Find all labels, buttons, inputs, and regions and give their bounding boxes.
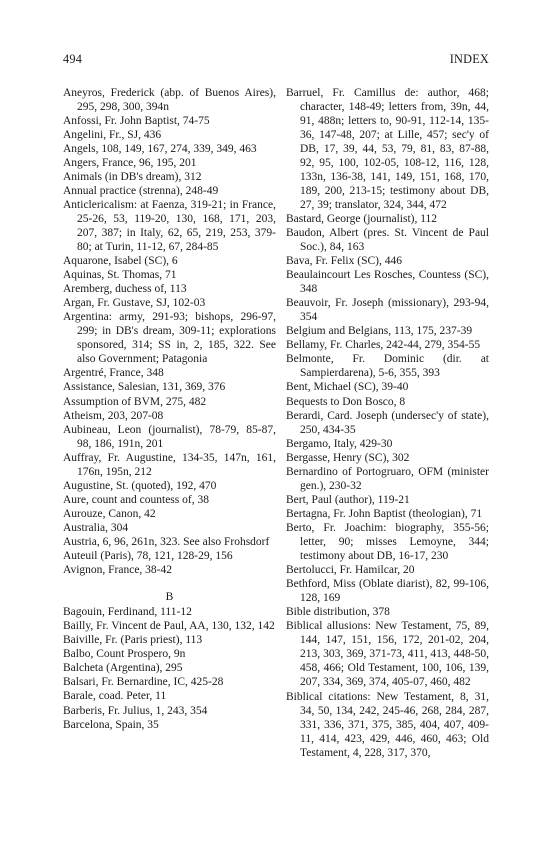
index-entry: Argentré, France, 348: [63, 367, 164, 380]
index-entry: Argentina: army, 291-93; bishops, 296-97, 299; in DB's dream, 309-11; explorations sponsored, 314; SS in, 2, 185, 322. See also Government; Patagonia: [63, 311, 276, 366]
index-entry: Bergasse, Henry (SC), 302: [286, 451, 410, 464]
index-entry: Bert, Paul (author), 119-21: [286, 493, 410, 506]
index-entry: Annual practice (strenna), 248-49: [63, 184, 219, 197]
index-entry: Angelini, Fr., SJ, 436: [63, 128, 162, 141]
index-entry: Aquarone, Isabel (SC), 6: [63, 255, 178, 268]
index-entry: Augustine, St. (quoted), 192, 470: [63, 479, 217, 492]
index-entry: Assumption of BVM, 275, 482: [63, 395, 207, 408]
index-entry: Bible distribution, 378: [286, 606, 390, 619]
index-entry: Animals (in DB's dream), 312: [63, 170, 202, 183]
index-entry: Berto, Fr. Joachim: biography, 355-56; letter, 90; misses Lemoyne, 344; testimony about DB, 16-17, 230: [286, 521, 489, 563]
index-entry: Auteuil (Paris), 78, 121, 128-29, 156: [63, 550, 233, 563]
index-entry: Biblical allusions: New Testament, 75, 89, 144, 147, 151, 156, 172, 201-02, 204, 213, 303, 369, 371-73, 411, 413, 448-50, 458, 466; Old Testament, 100, 106, 139, 207, 334, 369, 374, 405-07, 460, 482: [286, 620, 489, 689]
index-entry: Aremberg, duchess of, 113: [63, 283, 187, 296]
index-entry: Bellamy, Fr. Charles, 242-44, 279, 354-55: [286, 339, 481, 352]
index-entry: Bernardino of Portogruaro, OFM (minister gen.), 230-32: [286, 465, 489, 492]
index-entry: Bequests to Don Bosco, 8: [286, 395, 406, 408]
index-entry: Barruel, Fr. Camillus de: author, 468; character, 148-49; letters from, 39n, 44, 91, 488n; letters to, 90-91, 112-14, 135-36, 147-48, 207; at Lille, 457; sec'y of DB, 17, 39, 44, 53, 79, 81, 83, 87-88, 92, 95, 100, 102-05, 108-12, 116, 128, 133n, 136-38, 141, 149, 151, 168, 170, 189, 200, 213-15; testimony about DB, 27, 39; translator, 324, 344, 472: [286, 86, 489, 211]
index-entry: Argan, Fr. Gustave, SJ, 102-03: [63, 297, 206, 310]
index-entry: Bertagna, Fr. John Baptist (theologian), 71: [286, 507, 483, 520]
running-title: INDEX: [449, 52, 489, 66]
index-entry: Balsari, Fr. Bernardine, IC, 425-28: [63, 676, 224, 689]
index-entry: Bailly, Fr. Vincent de Paul, AA, 130, 132, 142: [63, 620, 275, 633]
index-entry: Bergamo, Italy, 429-30: [286, 437, 393, 450]
index-entry: Aure, count and countess of, 38: [63, 493, 209, 506]
index-entry: Anticlericalism: at Faenza, 319-21; in France, 25-26, 53, 119-20, 130, 168, 171, 203, 207, 387; in Italy, 62, 65, 219, 253, 379-80; at Turin, 11-12, 67, 284-85: [63, 198, 276, 254]
index-entry: Baudon, Albert (pres. St. Vincent de Paul Soc.), 84, 163: [286, 226, 489, 254]
index-entry: Beaulaincourt Les Rosches, Countess (SC), 348: [286, 269, 489, 296]
index-entry: Bertolucci, Fr. Hamilcar, 20: [286, 564, 415, 577]
index-entry: Bent, Michael (SC), 39-40: [286, 381, 409, 394]
index-entry: Avignon, France, 38-42: [63, 564, 173, 577]
index-entry: Balbo, Count Prospero, 9n: [63, 648, 186, 661]
index-entry: Anfossi, Fr. John Baptist, 74-75: [63, 114, 210, 127]
index-entry: Bava, Fr. Felix (SC), 446: [286, 255, 402, 268]
index-entry: Atheism, 203, 207-08: [63, 409, 164, 422]
index-entry: Barale, coad. Peter, 11: [63, 690, 167, 703]
index-entry: Assistance, Salesian, 131, 369, 376: [63, 381, 226, 394]
index-entry: Bethford, Miss (Oblate diarist), 82, 99-106, 128, 169: [286, 578, 489, 605]
index-entry: Auffray, Fr. Augustine, 134-35, 147n, 161, 176n, 195n, 212: [63, 451, 276, 478]
index-section-letter: B: [165, 591, 174, 604]
index-entry: Aneyros, Frederick (abp. of Buenos Aires), 295, 298, 300, 394n: [63, 86, 276, 113]
index-entry: Belgium and Belgians, 113, 175, 237-39: [286, 325, 473, 338]
index-entry: Barberis, Fr. Julius, 1, 243, 354: [63, 704, 208, 717]
index-entry: Belmonte, Fr. Dominic (dir. at Sampierdarena), 5-6, 355, 393: [286, 353, 489, 380]
index-entry: Beauvoir, Fr. Joseph (missionary), 293-94, 354: [286, 297, 489, 324]
index-entry: Baiville, Fr. (Paris priest), 113: [63, 634, 203, 647]
index-entry: Berardi, Card. Joseph (undersec'y of state), 250, 434-35: [286, 409, 489, 436]
index-entry: Biblical citations: New Testament, 8, 31, 34, 50, 134, 242, 245-46, 268, 284, 287, 331, 336, 371, 375, 385, 404, 407, 409-11, 414, 423, 429, 446, 460, 463; Old Testament, 4, 228, 317, 370,: [286, 690, 489, 759]
index-entry: Aubineau, Leon (journalist), 78-79, 85-87, 98, 186, 191n, 201: [63, 423, 276, 450]
index-entry: Angers, France, 96, 195, 201: [63, 156, 197, 169]
index-entry: Aquinas, St. Thomas, 71: [63, 269, 177, 282]
index-entry: Balcheta (Argentina), 295: [63, 662, 183, 675]
index-entry: Australia, 304: [63, 521, 129, 534]
page-number: 494: [63, 52, 83, 66]
index-entry: Bagouin, Ferdinand, 111-12: [63, 606, 192, 619]
index-column-right: [286, 86, 489, 760]
index-entry: Aurouze, Canon, 42: [63, 507, 156, 520]
index-entry: Angels, 108, 149, 167, 274, 339, 349, 463: [63, 142, 257, 155]
index-entry: Barcelona, Spain, 35: [63, 718, 159, 731]
index-entry: Austria, 6, 96, 261n, 323. See also Frohsdorf: [63, 536, 270, 548]
index-entry: Bastard, George (journalist), 112: [286, 212, 438, 225]
index-column-left: [63, 86, 276, 732]
